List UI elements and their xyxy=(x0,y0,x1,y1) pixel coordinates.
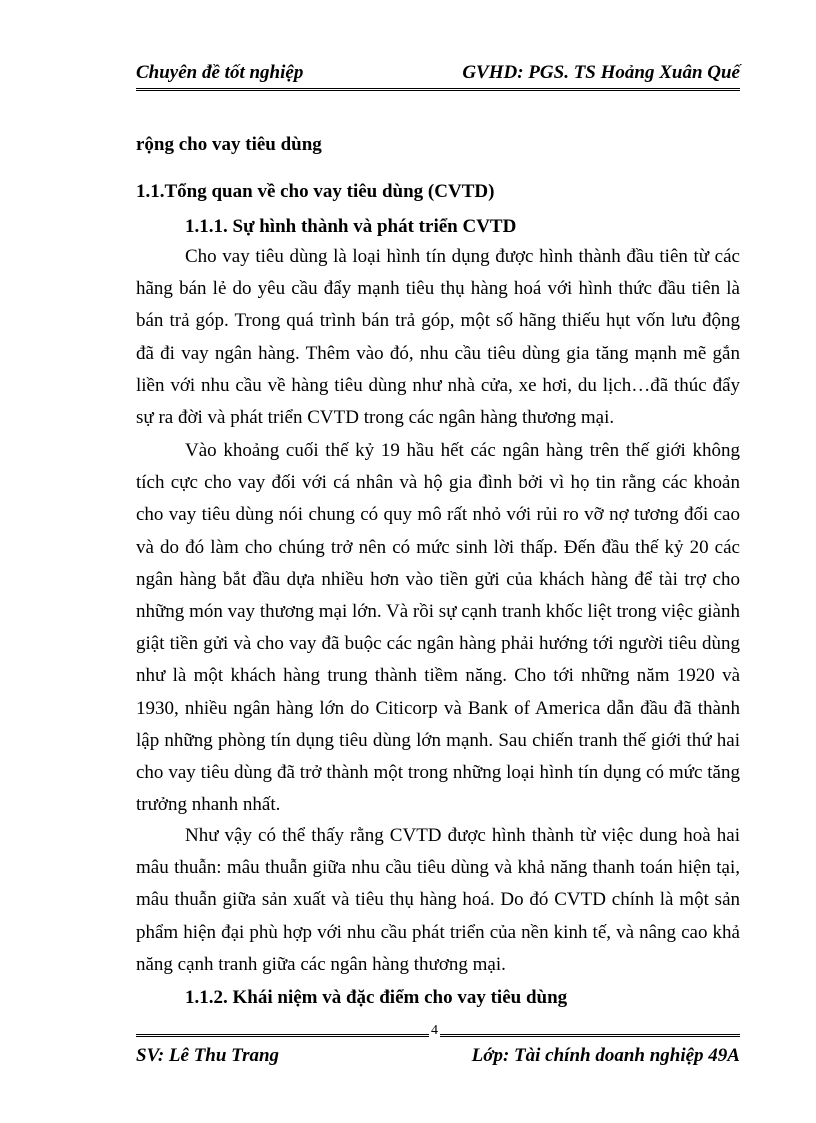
subsection-title-2: 1.1.2. Khái niệm và đặc điểm cho vay tiêu dùng xyxy=(185,987,568,1008)
paragraph-2: Vào khoảng cuối thế kỷ 19 hầu hết các ngân hàng trên thế giới không tích cực cho vay đối với cá nhân và hộ gia đình bởi vì họ tin rằng các khoản cho vay tiêu dùng nói chung có quy mô rất nhỏ với rủi ro vỡ nợ tương đối cao và do đó làm cho chúng trở nên có mức sinh lời thấp. Đến đầu thế kỷ 20 các ngân hàng bắt đầu dựa nhiều hơn vào tiền gửi của khách hàng để tài trợ cho những món vay thương mại lớn. Và rồi sự cạnh tranh khốc liệt trong việc giành giật tiền gửi và cho vay đã buộc các ngân hàng phải hướng tới người tiêu dùng như là một khách hàng trung thành tiềm năng. Cho tới những năm 1920 và 1930, nhiều ngân hàng lớn do Citicorp và Bank of America dẫn đầu đã thành lập những phòng tín dụng tiêu dùng lớn mạnh. Sau chiến tranh thế giới thứ hai cho vay tiêu dùng đã trở thành một trong những loại hình tín dụng có mức tăng trưởng nhanh nhất. xyxy=(136,440,740,816)
header-document-type: Chuyên đề tốt nghiệp xyxy=(136,62,304,83)
paragraph-3: Như vậy có thể thấy rằng CVTD được hình thành từ việc dung hoà hai mâu thuẫn: mâu thuẫn giữa nhu cầu tiêu dùng và khả năng thanh toán hiện tại, mâu thuẫn giữa sản xuất và tiêu thụ hàng hoá. Do đó CVTD chính là một sản phẩm hiện đại phù hợp với nhu cầu phát triển của nền kinh tế, và nâng cao khả năng cạnh tranh giữa các ngân hàng thương mại. xyxy=(136,825,740,975)
subsection-title-1: 1.1.1. Sự hình thành và phát triển CVTD xyxy=(185,216,517,237)
paragraph-1: Cho vay tiêu dùng là loại hình tín dụng được hình thành đầu tiên từ các hãng bán lẻ do yêu cầu đẩy mạnh tiêu thụ hàng hoá với hình thức đầu tiên là bán trả góp. Trong quá trình bán trả góp, một số hãng thiếu hụt vốn lưu động đã đi vay ngân hàng. Thêm vào đó, nhu cầu tiêu dùng gia tăng mạnh mẽ gắn liền với nhu cầu về hàng tiêu dùng như nhà cửa, xe hơi, du lịch…đã thúc đẩy sự ra đời và phát triển CVTD trong các ngân hàng thương mại. xyxy=(136,246,740,429)
footer-student: SV: Lê Thu Trang xyxy=(136,1045,280,1066)
header-supervisor: GVHD: PGS. TS Hoảng Xuân Quế xyxy=(462,62,740,83)
page-header xyxy=(136,60,740,91)
page-number: 4 xyxy=(431,1023,438,1038)
footer-class: Lớp: Tài chính doanh nghiệp 49A xyxy=(471,1045,740,1066)
continuation-heading: rộng cho vay tiêu dùng xyxy=(136,134,322,155)
page-footer xyxy=(136,1023,740,1067)
section-title: 1.1.Tổng quan về cho vay tiêu dùng (CVTD) xyxy=(136,181,495,202)
